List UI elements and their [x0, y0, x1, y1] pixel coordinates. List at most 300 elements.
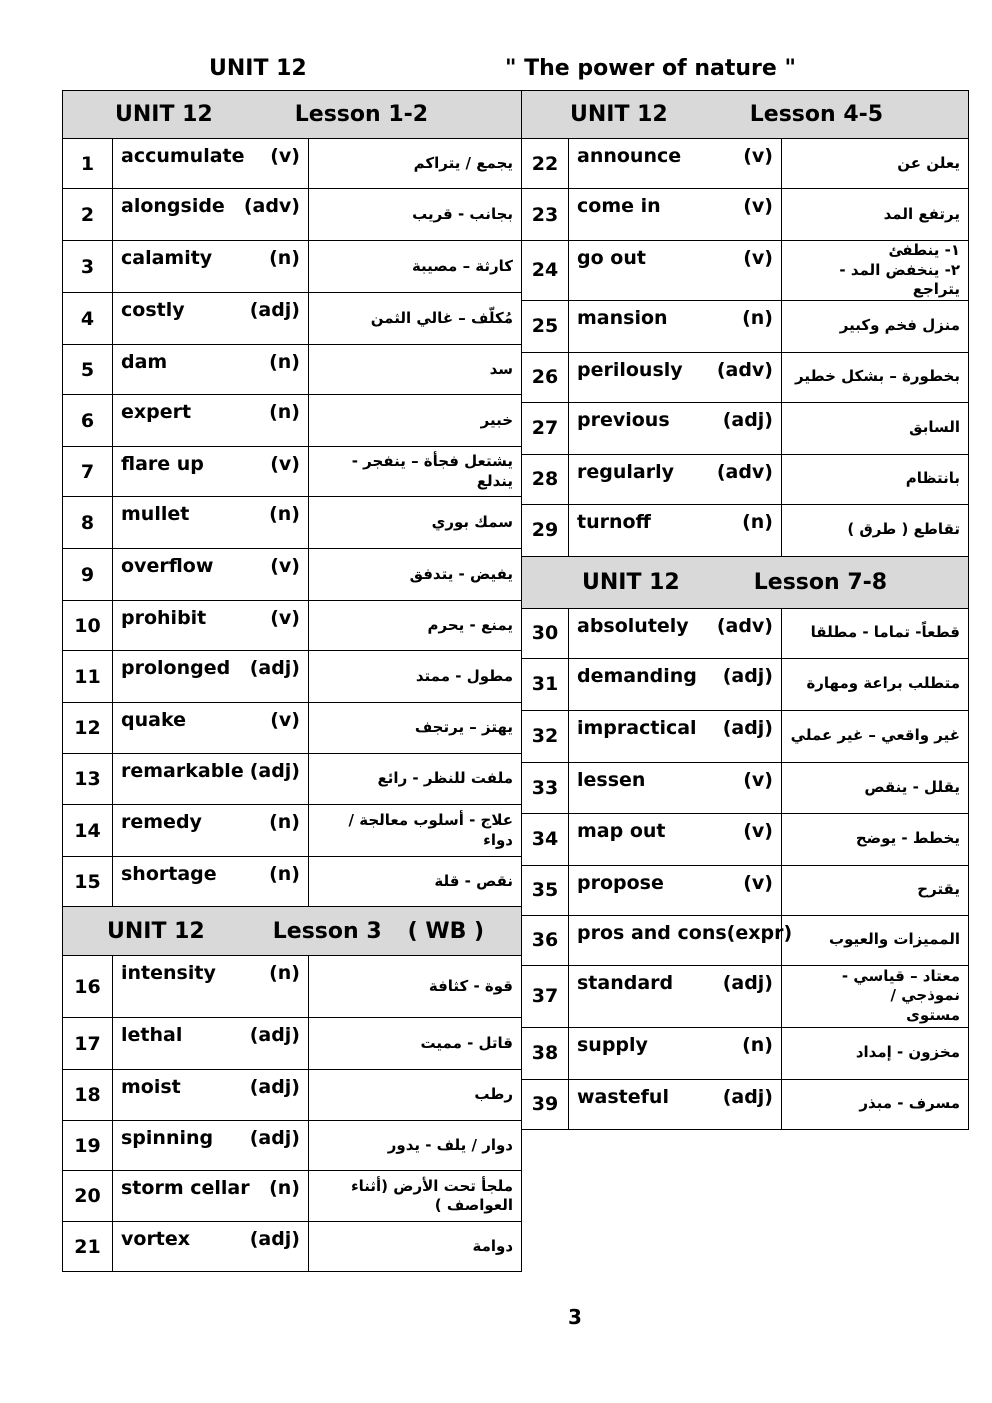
word-line [569, 659, 781, 687]
vocab-row [522, 965, 969, 1027]
row-number: 9 [63, 549, 113, 601]
vocab-row [522, 241, 969, 301]
part-of-speech: (n) [269, 1177, 300, 1199]
word-line [569, 505, 781, 533]
arabic-meaning [782, 300, 969, 352]
word-cell [569, 504, 782, 556]
arabic-meaning [309, 293, 522, 345]
part-of-speech: (adv) [716, 614, 773, 637]
vocab-row [63, 497, 522, 549]
arabic-meaning-text: مسرف - مبذر [859, 1094, 960, 1113]
word-cell [113, 703, 309, 754]
row-number: 29 [522, 504, 569, 556]
arabic-meaning-text: يمنع - يحرم [427, 615, 514, 634]
vocab-row [63, 549, 522, 601]
english-word: lessen [577, 768, 646, 791]
vocab-row [522, 608, 969, 658]
arabic-meaning-text: ملفت للنظر - رائع [377, 769, 514, 788]
english-word: supply [577, 1033, 648, 1056]
arabic-meaning [782, 965, 969, 1027]
arabic-meaning [309, 857, 522, 907]
english-word: previous [577, 408, 670, 431]
arabic-meaning-text: قوة - كثافة [428, 976, 514, 995]
word-line [113, 447, 308, 475]
row-number: 7 [63, 447, 113, 497]
vocab-row [522, 300, 969, 352]
vocab-row [63, 1018, 522, 1070]
row-number: 27 [522, 402, 569, 454]
vocab-row [63, 754, 522, 805]
arabic-meaning [309, 805, 522, 857]
section-unit: UNIT 12 [115, 102, 213, 127]
word-cell [569, 608, 782, 658]
arabic-meaning [309, 601, 522, 651]
word-line [113, 703, 308, 731]
arabic-meaning-text: يهتز – يرتجف [414, 718, 514, 737]
left-vocab-table [62, 90, 522, 1272]
vocab-row [63, 447, 522, 497]
arabic-meaning-text: يقلل - ينقص [864, 777, 960, 796]
part-of-speech: (n) [742, 1033, 773, 1056]
arabic-meaning-text: كارثة – مصيبة [411, 256, 514, 275]
arabic-meaning-text: معتاد – قياسي - نموذجي / [841, 966, 960, 1005]
vocab-row [63, 805, 522, 857]
arabic-meaning-text: يشتعل فجأة – ينفجر - يندلع [351, 452, 514, 490]
word-line [569, 1080, 781, 1108]
vocab-row [63, 1070, 522, 1121]
word-line [113, 139, 308, 167]
word-line [569, 609, 781, 637]
row-number: 36 [522, 915, 569, 965]
arabic-meaning-text: بانتظام [905, 469, 960, 488]
section-unit: UNIT 12 [107, 918, 205, 944]
arabic-meaning-text: مطول - ممتد [415, 666, 514, 685]
word-cell [569, 352, 782, 402]
english-word: remedy [121, 811, 202, 833]
english-word: overflow [121, 555, 214, 577]
arabic-meaning-text: السابق [909, 418, 960, 437]
arabic-meaning-text: علاج - أسلوب معالجة / دواء [348, 811, 514, 849]
vocab-row [522, 865, 969, 915]
vocab-row [522, 915, 969, 965]
row-number: 8 [63, 497, 113, 549]
part-of-speech: (adj) [722, 716, 773, 739]
row-number: 15 [63, 857, 113, 907]
word-line [113, 189, 308, 217]
arabic-meaning-text: مخزون - إمداد [855, 1043, 960, 1062]
row-number: 6 [63, 395, 113, 447]
word-line [113, 345, 308, 373]
row-number: 25 [522, 300, 569, 352]
section-header [522, 556, 969, 608]
english-word: spinning [121, 1127, 214, 1149]
vocab-row [63, 293, 522, 345]
vocab-row [63, 241, 522, 293]
word-cell [113, 241, 309, 293]
row-number: 16 [63, 956, 113, 1018]
word-line [113, 293, 308, 321]
english-word: impractical [577, 716, 697, 739]
word-line [113, 601, 308, 629]
row-number: 12 [63, 703, 113, 754]
arabic-meaning [309, 345, 522, 395]
word-cell [113, 601, 309, 651]
word-cell [569, 1027, 782, 1079]
word-cell [113, 497, 309, 549]
word-cell [569, 189, 782, 241]
word-line [569, 301, 781, 329]
word-cell [113, 395, 309, 447]
word-line [113, 549, 308, 577]
row-number: 20 [63, 1171, 113, 1222]
english-word: remarkable [121, 760, 244, 782]
part-of-speech: (adj) [722, 1085, 773, 1108]
row-number: 1 [63, 139, 113, 189]
arabic-meaning [782, 865, 969, 915]
word-cell [113, 651, 309, 703]
arabic-meaning [309, 1222, 522, 1272]
word-line [113, 497, 308, 525]
vocab-row [522, 813, 969, 865]
arabic-meaning [782, 658, 969, 710]
row-number: 22 [522, 139, 569, 189]
word-cell [113, 549, 309, 601]
section-header-row [522, 91, 969, 139]
part-of-speech: (n) [269, 351, 300, 373]
word-cell [113, 293, 309, 345]
english-word: mullet [121, 503, 190, 525]
vocab-row [522, 1079, 969, 1129]
word-line [569, 966, 781, 994]
word-line [569, 763, 781, 791]
row-number: 4 [63, 293, 113, 345]
arabic-meaning [309, 1121, 522, 1171]
word-cell [569, 658, 782, 710]
part-of-speech: (adj) [722, 408, 773, 431]
word-line [569, 814, 781, 842]
word-cell [113, 1171, 309, 1222]
part-of-speech: (n) [269, 503, 300, 525]
word-cell [569, 402, 782, 454]
vocab-row [522, 454, 969, 504]
row-number: 10 [63, 601, 113, 651]
arabic-meaning [782, 1027, 969, 1079]
english-word: costly [121, 299, 185, 321]
part-of-speech: (adv) [716, 460, 773, 483]
section-unit: UNIT 12 [570, 102, 668, 127]
vocab-row [522, 504, 969, 556]
part-of-speech: (v) [270, 145, 300, 167]
word-cell [113, 956, 309, 1018]
word-cell [113, 754, 309, 805]
arabic-meaning-text: مُكلّف – غالي الثمن [370, 308, 514, 327]
arabic-meaning-text: تقاطع ( طرق ) [847, 520, 960, 539]
part-of-speech: (n) [269, 247, 300, 269]
word-cell [569, 1079, 782, 1129]
row-number: 21 [63, 1222, 113, 1272]
word-line [113, 1070, 308, 1098]
part-of-speech: (adj) [249, 657, 300, 679]
english-word: storm cellar [121, 1177, 250, 1199]
part-of-speech: (adj) [722, 664, 773, 687]
section-lesson: Lesson 1-2 [294, 102, 429, 127]
arabic-meaning [309, 651, 522, 703]
word-cell [113, 139, 309, 189]
word-line [569, 241, 781, 269]
english-word: propose [577, 871, 664, 894]
word-line [569, 139, 781, 167]
vocab-row [522, 710, 969, 762]
english-word: wasteful [577, 1085, 669, 1108]
english-word: prohibit [121, 607, 207, 629]
arabic-meaning-text: يرتفع المد [883, 204, 960, 223]
word-cell [569, 710, 782, 762]
part-of-speech: (v) [270, 709, 300, 731]
word-line [569, 1028, 781, 1056]
vocab-row [63, 857, 522, 907]
english-word: intensity [121, 962, 216, 984]
arabic-meaning [309, 1070, 522, 1121]
arabic-meaning [782, 454, 969, 504]
arabic-meaning-text: دوامة [472, 1236, 514, 1255]
part-of-speech: (expr) [726, 921, 793, 944]
arabic-meaning [309, 447, 522, 497]
english-word: demanding [577, 664, 697, 687]
section-lesson: Lesson 7-8 [753, 569, 888, 595]
part-of-speech: (adj) [249, 1228, 300, 1250]
arabic-meaning [309, 956, 522, 1018]
part-of-speech: (v) [743, 819, 773, 842]
vocab-row [63, 345, 522, 395]
arabic-meaning-text: بجانب - قريب [412, 204, 514, 223]
word-line [569, 353, 781, 381]
row-number: 14 [63, 805, 113, 857]
word-cell [569, 139, 782, 189]
vocab-row [522, 352, 969, 402]
vocab-row [63, 703, 522, 754]
word-cell [569, 454, 782, 504]
vocab-row [63, 601, 522, 651]
part-of-speech: (v) [270, 607, 300, 629]
english-word: mansion [577, 306, 668, 329]
section-header [63, 91, 522, 139]
english-word: dam [121, 351, 168, 373]
row-number: 11 [63, 651, 113, 703]
part-of-speech: (n) [269, 401, 300, 423]
word-cell [569, 762, 782, 813]
arabic-meaning [782, 710, 969, 762]
word-line [113, 1018, 308, 1046]
english-word: turnoff [577, 510, 651, 533]
arabic-meaning-text: منزل فخم وكبير [839, 316, 960, 335]
part-of-speech: (adj) [722, 971, 773, 994]
arabic-meaning-text: سمك بوري [431, 512, 514, 531]
row-number: 31 [522, 658, 569, 710]
word-cell [569, 965, 782, 1027]
english-word: go out [577, 247, 646, 269]
row-number: 28 [522, 454, 569, 504]
arabic-meaning [309, 1018, 522, 1070]
row-number: 37 [522, 965, 569, 1027]
part-of-speech: (n) [269, 962, 300, 984]
section-lesson: Lesson 4-5 [749, 102, 884, 127]
word-line [569, 455, 781, 483]
row-number: 30 [522, 608, 569, 658]
word-cell [569, 300, 782, 352]
word-line [113, 1171, 308, 1199]
english-word: announce [577, 145, 682, 167]
arabic-meaning-text: نقص - قلة [434, 871, 514, 890]
english-word: map out [577, 819, 666, 842]
row-number: 17 [63, 1018, 113, 1070]
arabic-meaning [309, 395, 522, 447]
arabic-meaning [782, 352, 969, 402]
arabic-meaning-text: غير واقعي – غير عملي [790, 726, 960, 745]
arabic-meaning-line-2: ٢- ينخفض المد - يتراجع [839, 260, 960, 298]
row-number: 5 [63, 345, 113, 395]
word-cell [113, 447, 309, 497]
arabic-meaning-text: سد [489, 359, 514, 378]
row-number: 3 [63, 241, 113, 293]
row-number: 38 [522, 1027, 569, 1079]
vocab-row [63, 1222, 522, 1272]
english-word: shortage [121, 863, 217, 885]
arabic-meaning [782, 504, 969, 556]
row-number: 32 [522, 710, 569, 762]
row-number: 18 [63, 1070, 113, 1121]
english-word: absolutely [577, 614, 689, 637]
word-cell [113, 1121, 309, 1171]
row-number: 19 [63, 1121, 113, 1171]
vocab-row [63, 1171, 522, 1222]
arabic-meaning [782, 813, 969, 865]
word-cell [113, 1070, 309, 1121]
part-of-speech: (v) [743, 247, 773, 269]
arabic-meaning-text: ملجأ تحت الأرض (أثناء العواصف ) [350, 1176, 514, 1214]
arabic-meaning [782, 241, 969, 301]
arabic-meaning [782, 189, 969, 241]
vocab-row [522, 189, 969, 241]
arabic-meaning-text: متطلب براعة ومهارة [806, 674, 960, 693]
arabic-meaning-text: ١- ينطفئ [888, 241, 960, 259]
vocab-row [522, 139, 969, 189]
part-of-speech: (v) [743, 768, 773, 791]
arabic-meaning [782, 762, 969, 813]
vocab-row [522, 762, 969, 813]
arabic-meaning [782, 915, 969, 965]
arabic-meaning-text: يقترح [917, 880, 960, 899]
vocab-row [522, 658, 969, 710]
arabic-meaning [309, 703, 522, 754]
arabic-meaning [309, 241, 522, 293]
arabic-meaning [782, 608, 969, 658]
part-of-speech: (v) [270, 555, 300, 577]
part-of-speech: (adj) [249, 760, 300, 782]
arabic-meaning-text: المميزات والعيوب [829, 930, 960, 949]
arabic-meaning-text: يعلن عن [897, 153, 960, 172]
english-word: quake [121, 709, 186, 731]
section-header-row [522, 556, 969, 608]
word-cell [113, 1222, 309, 1272]
part-of-speech: (v) [743, 195, 773, 217]
arabic-meaning [782, 402, 969, 454]
word-line [569, 711, 781, 739]
vocab-row [63, 139, 522, 189]
row-number: 23 [522, 189, 569, 241]
word-cell [113, 1018, 309, 1070]
row-number: 13 [63, 754, 113, 805]
arabic-meaning [782, 139, 969, 189]
english-word: regularly [577, 460, 674, 483]
word-cell [569, 241, 782, 301]
english-word: moist [121, 1076, 181, 1098]
arabic-meaning-text: يجمع / يتراكم [413, 153, 514, 172]
part-of-speech: (adj) [249, 299, 300, 321]
word-cell [569, 813, 782, 865]
row-number: 35 [522, 865, 569, 915]
section-lesson: Lesson 3 [272, 918, 382, 944]
part-of-speech: (adv) [243, 195, 300, 217]
english-word: calamity [121, 247, 213, 269]
english-word: prolonged [121, 657, 231, 679]
arabic-meaning-line-2: مستوى [906, 1005, 960, 1024]
word-cell [569, 915, 793, 965]
row-number: 39 [522, 1079, 569, 1129]
word-line [113, 241, 308, 269]
english-word: vortex [121, 1228, 191, 1250]
arabic-meaning [309, 139, 522, 189]
vocab-row [522, 402, 969, 454]
word-line [113, 395, 308, 423]
arabic-meaning [782, 1079, 969, 1129]
part-of-speech: (adj) [249, 1076, 300, 1098]
row-number: 26 [522, 352, 569, 402]
vocab-row [63, 1121, 522, 1171]
page-topic-title: " The power of nature " [505, 56, 796, 81]
section-header-row [63, 907, 522, 956]
part-of-speech: (v) [743, 871, 773, 894]
section-header-row [63, 91, 522, 139]
section-header [63, 907, 522, 956]
arabic-meaning-text: يخطط - يوضح [855, 829, 960, 848]
word-line [113, 956, 308, 984]
word-cell [569, 865, 782, 915]
part-of-speech: (n) [742, 510, 773, 533]
word-line [113, 651, 308, 679]
word-cell [113, 189, 309, 241]
english-word: pros and cons [577, 921, 727, 944]
vocab-row [63, 395, 522, 447]
arabic-meaning-text: قاتل - مميت [420, 1033, 514, 1052]
row-number: 24 [522, 241, 569, 301]
word-line [569, 189, 781, 217]
part-of-speech: (v) [270, 453, 300, 475]
page-number: 3 [568, 1305, 582, 1329]
part-of-speech: (v) [743, 145, 773, 167]
word-line [569, 403, 781, 431]
right-vocab-table [521, 90, 969, 1130]
page-unit-title: UNIT 12 [209, 56, 307, 81]
row-number: 33 [522, 762, 569, 813]
arabic-meaning-text: قطعاً- تماما - مطلقا [810, 623, 960, 642]
arabic-meaning [309, 754, 522, 805]
word-line [569, 916, 793, 944]
english-word: alongside [121, 195, 225, 217]
word-cell [113, 805, 309, 857]
english-word: come in [577, 195, 661, 217]
word-line [113, 857, 308, 885]
vocab-row [63, 189, 522, 241]
